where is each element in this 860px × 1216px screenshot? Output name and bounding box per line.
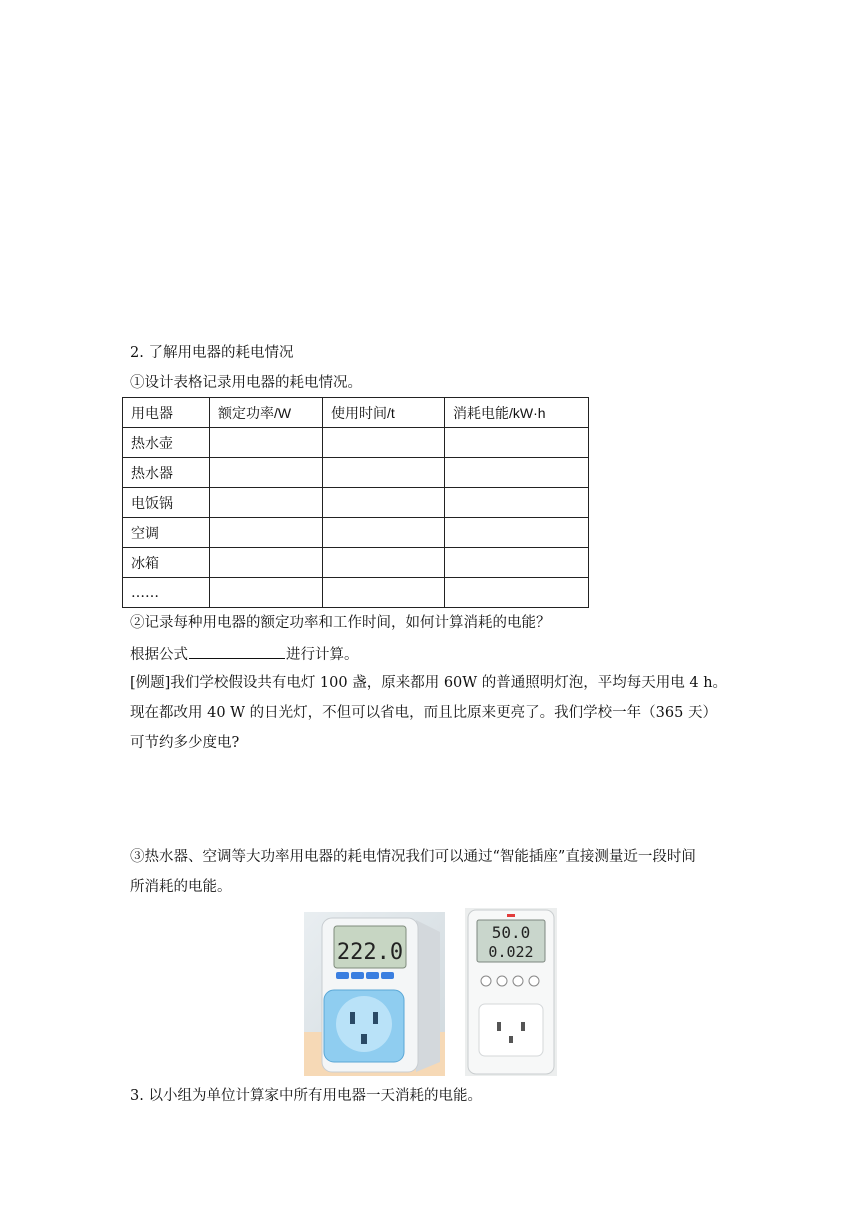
cell	[323, 578, 445, 608]
cell	[323, 458, 445, 488]
row-label: 热水器	[123, 458, 210, 488]
step-2-text: ②记录每种用电器的额定功率和工作时间，如何计算消耗的电能？	[130, 615, 551, 631]
cell	[445, 458, 589, 488]
example-line-1: [例题]我们学校假设共有电灯 100 盏，原来都用 60W 的普通照明灯泡，平均每天用电 4 h。	[130, 675, 728, 691]
cell	[323, 428, 445, 458]
row-label: ……	[123, 578, 210, 608]
table-row	[123, 428, 589, 458]
table-row	[123, 518, 589, 548]
cell	[445, 578, 589, 608]
socket-2-display-top: 50.0	[491, 923, 531, 942]
cell	[210, 428, 323, 458]
header-appliance: 用电器	[123, 398, 210, 428]
header-rated-power: 额定功率/W	[210, 398, 323, 428]
header-energy: 消耗电能/kW·h	[445, 398, 589, 428]
table-row	[123, 548, 589, 578]
table-row	[123, 458, 589, 488]
step-3-line-1: ③热水器、空调等大功率用电器的耗电情况我们可以通过“智能插座”直接测量近一段时间	[130, 849, 696, 865]
cell	[445, 518, 589, 548]
smart-socket-photo-1	[304, 912, 445, 1080]
cell	[323, 548, 445, 578]
formula-line	[130, 643, 359, 665]
formula-blank	[189, 643, 285, 659]
cell	[445, 428, 589, 458]
formula-prefix: 根据公式	[130, 647, 188, 663]
socket-1-display: 222.0	[336, 940, 404, 965]
row-label: 热水壶	[123, 428, 210, 458]
smart-socket-photo-2	[465, 908, 557, 1080]
row-label: 电饭锅	[123, 488, 210, 518]
step-3-line-2: 所消耗的电能。	[130, 879, 232, 895]
header-usage-time: 使用时间/t	[323, 398, 445, 428]
table-row	[123, 488, 589, 518]
table-header-row	[123, 398, 589, 428]
table-row	[123, 578, 589, 608]
row-label: 冰箱	[123, 548, 210, 578]
cell	[445, 548, 589, 578]
cell	[323, 518, 445, 548]
cell	[210, 518, 323, 548]
cell	[210, 488, 323, 518]
cell	[323, 488, 445, 518]
row-label: 空调	[123, 518, 210, 548]
cell	[210, 458, 323, 488]
step-1-text: ①设计表格记录用电器的耗电情况。	[130, 375, 362, 391]
formula-suffix: 进行计算。	[286, 647, 359, 663]
cell	[445, 488, 589, 518]
socket-2-display-bottom: 0.022	[488, 943, 534, 961]
section-3-heading: 3. 以小组为单位计算家中所有用电器一天消耗的电能。	[130, 1088, 482, 1104]
example-line-3: 可节约多少度电?	[130, 735, 240, 751]
appliance-table	[122, 397, 589, 608]
cell	[210, 548, 323, 578]
example-line-2: 现在都改用 40 W 的日光灯，不但可以省电，而且比原来更亮了。我们学校一年（365 天）	[130, 705, 717, 721]
cell	[210, 578, 323, 608]
section-2-heading: 2. 了解用电器的耗电情况	[130, 345, 294, 361]
